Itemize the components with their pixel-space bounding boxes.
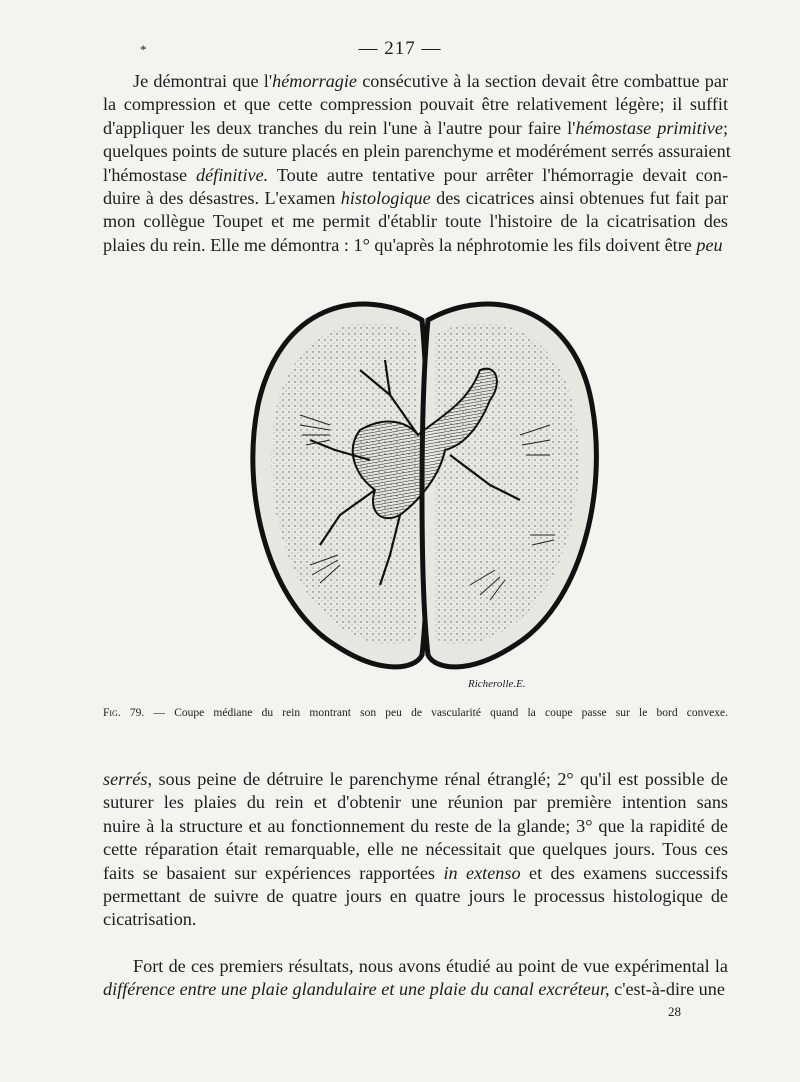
text-line	[103, 815, 728, 838]
italic-segment: définitive.	[196, 164, 269, 185]
text-segment: Fort de ces premiers résultats, nous avons étudié au point de vue expérimental la	[133, 956, 728, 976]
page-number: — 217 —	[358, 38, 442, 59]
signature-number: 28	[668, 1004, 681, 1019]
text-segment: quelques points de suture placés en plein parenchyme et modérément serrés assuraient	[103, 141, 731, 162]
text-segment: l'hémostase	[103, 164, 197, 185]
text-line	[103, 955, 728, 978]
text-segment: cette réparation était remarquable, elle ne nécessitait que quelques jours. Tous ces	[103, 839, 728, 860]
italic-segment: différence entre une plaie glandulaire et une plaie du canal excréteur,	[103, 979, 610, 1000]
text-segment: sous peine de détruire le parenchyme rénal étranglé; 2° qu'il est possible de	[152, 769, 728, 789]
text-segment: et des examens successifs	[520, 862, 729, 883]
text-segment: mon collègue Toupet et me permit d'établir toute l'histoire de la cicatrisation des	[103, 211, 728, 232]
text-line	[103, 838, 728, 861]
italic-segment: serrés,	[103, 769, 153, 789]
text-segment: duire à des désastres. L'examen	[103, 187, 341, 208]
text-line	[103, 164, 728, 187]
text-line	[103, 117, 728, 140]
page-header	[0, 38, 800, 60]
figure-caption-text: — Coupe médiane du rein montrant son peu de vascularité quand la coupe passe sur le bord convexe.	[144, 707, 728, 719]
figure-label: Fig. 79.	[103, 707, 145, 719]
text-segment: ;	[722, 117, 728, 138]
italic-segment: in extenso	[443, 862, 521, 883]
italic-segment: peu	[696, 234, 723, 255]
italic-segment: histologique	[340, 187, 431, 208]
paragraph-3	[103, 955, 728, 1002]
text-line	[103, 885, 728, 908]
text-segment: d'appliquer les deux tranches du rein l'une à l'autre pour faire l'	[103, 117, 576, 138]
text-line	[103, 234, 728, 257]
figure-signature: Richerolle.E.	[468, 678, 526, 690]
figure-caption	[103, 707, 728, 719]
text-segment: plaies du rein. Elle me démontra : 1° qu'après la néphrotomie les fils doivent être	[103, 234, 697, 255]
text-segment: Je démontrai que l'	[133, 71, 273, 91]
text-segment: cicatrisation.	[103, 909, 197, 930]
text-line	[103, 768, 728, 791]
paragraph-2	[103, 768, 728, 932]
text-segment: Toute autre tentative pour arrêter l'hémorragie devait con-	[268, 164, 729, 185]
text-line	[103, 187, 728, 210]
text-segment: des cicatrices ainsi obtenues fut fait par	[430, 187, 728, 208]
text-line	[103, 791, 728, 814]
text-line	[103, 908, 728, 931]
text-segment: permettant de suivre de quatre jours en quatre jours le processus histologique de	[103, 885, 728, 906]
kidney-section-figure	[240, 285, 610, 695]
text-segment: la compression et que cette compression pouvait être relativement légère; il suffit	[103, 94, 728, 115]
kidney-right-half	[422, 304, 596, 667]
text-line	[103, 70, 728, 93]
text-line	[103, 978, 728, 1001]
text-line	[103, 862, 728, 885]
text-segment: suturer les plaies du rein et d'obtenir une réunion par première intention sans	[103, 792, 728, 813]
header-mark: *	[140, 42, 148, 57]
italic-segment: hémostase primitive	[575, 117, 723, 138]
text-segment: nuire à la structure et au fonctionnement du reste de la glande; 3° que la rapidité de	[103, 815, 728, 836]
text-segment: consécutive à la section devait être combattue par	[357, 71, 728, 91]
text-segment: c'est-à-dire une	[609, 979, 725, 1000]
italic-segment: hémorragie	[272, 71, 358, 91]
text-line	[103, 210, 728, 233]
text-line	[103, 140, 731, 163]
text-line	[103, 93, 728, 116]
paragraph-1	[103, 70, 731, 257]
text-segment: faits se basaient sur expériences rapportées	[103, 862, 444, 883]
